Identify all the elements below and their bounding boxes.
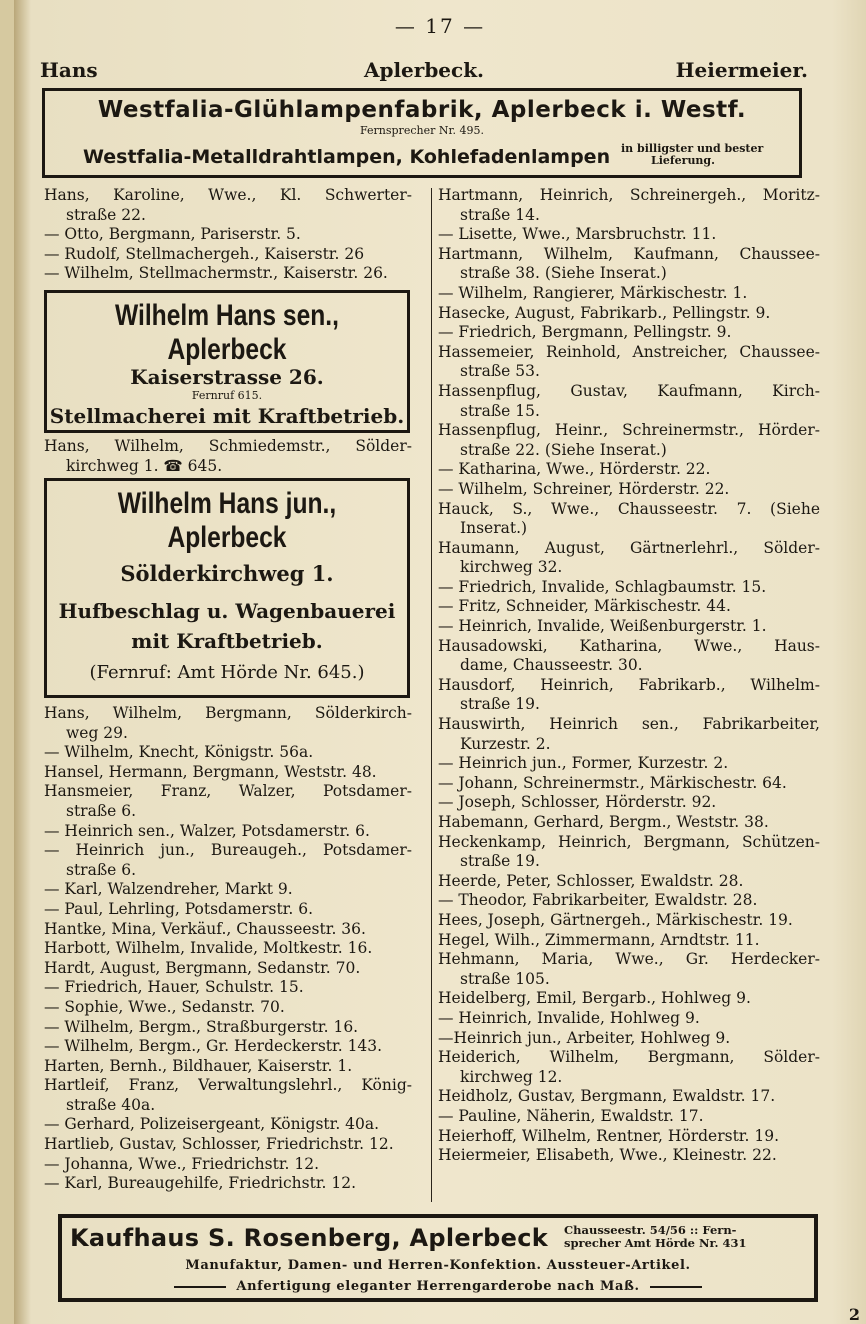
directory-entry-line: straße 105. bbox=[460, 969, 550, 988]
directory-entry-line: — Heinrich jun., Former, Kurzestr. 2. bbox=[438, 754, 729, 773]
directory-entry-line: Hassemeier, Reinhold, Anstreicher, Chaussee- bbox=[438, 342, 820, 361]
page-number: — 17 — bbox=[394, 14, 486, 38]
directory-entry-line: Hassenpflug, Gustav, Kaufmann, Kirch- bbox=[438, 381, 820, 400]
directory-entry-line: Hartleif, Franz, Verwaltungslehrl., König- bbox=[44, 1076, 412, 1095]
directory-entry-line: — Fritz, Schneider, Märkischestr. 44. bbox=[438, 597, 731, 616]
directory-entry-line: —Heinrich jun., Arbeiter, Hohlweg 9. bbox=[438, 1028, 731, 1047]
ad-rosenberg-address-1: Chausseestr. 54/56 :: Fern- bbox=[564, 1223, 737, 1237]
ad-westfalia-products: Westfalia-Metalldrahtlampen, Kohlefadenlampen bbox=[83, 146, 611, 168]
directory-entry-line: Heidholz, Gustav, Bergmann, Ewaldstr. 17. bbox=[438, 1087, 776, 1106]
directory-entry-line: — Friedrich, Hauer, Schulstr. 15. bbox=[44, 978, 304, 997]
directory-entry-line: straße 40a. bbox=[66, 1095, 156, 1114]
ad-westfalia-note-1: in billigster und bester bbox=[621, 142, 764, 155]
directory-entry-line: Hartmann, Wilhelm, Kaufmann, Chaussee- bbox=[438, 244, 820, 263]
directory-entry-line: Hartlieb, Gustav, Schlosser, Friedrichstr. 12. bbox=[44, 1135, 394, 1154]
left-column-c bbox=[44, 704, 412, 1194]
right-column bbox=[438, 186, 820, 1166]
column-divider bbox=[431, 188, 432, 1202]
directory-entry-line: straße 22. (Siehe Inserat.) bbox=[460, 440, 667, 459]
ad-westfalia-phone: Fernsprecher Nr. 495. bbox=[359, 124, 484, 137]
directory-entry-line: straße 15. bbox=[460, 401, 540, 420]
directory-entry-line: kirchweg 32. bbox=[460, 558, 563, 577]
directory-entry-line: Heerde, Peter, Schlosser, Ewaldstr. 28. bbox=[438, 871, 744, 890]
directory-entry-line: Hans, Karoline, Wwe., Kl. Schwerter- bbox=[44, 186, 412, 204]
directory-entry-line: Hassenpflug, Heinr., Schreinermstr., Hörder- bbox=[438, 421, 820, 440]
directory-entry-line: — Karl, Bureaugehilfe, Friedrichstr. 12. bbox=[44, 1174, 357, 1193]
directory-entry-line: straße 38. (Siehe Inserat.) bbox=[460, 264, 667, 283]
ad-hans-jun-trade-1: Hufbeschlag u. Wagenbauerei bbox=[58, 599, 396, 623]
directory-page bbox=[14, 0, 866, 1324]
directory-entry-line: dame, Chausseestr. 30. bbox=[460, 656, 643, 675]
directory-entry-line: straße 14. bbox=[460, 205, 540, 224]
ad-westfalia bbox=[42, 88, 802, 178]
ad-westfalia-note bbox=[621, 143, 763, 167]
ad-rosenberg-name: Kaufhaus S. Rosenberg, Aplerbeck bbox=[70, 1224, 548, 1252]
directory-entry-line: Hans, Wilhelm, Bergmann, Sölderkirch- bbox=[44, 704, 412, 722]
ad-hans-sen-phone: Fernruf 615. bbox=[191, 389, 263, 402]
directory-entry-line: Haumann, August, Gärtnerlehrl., Sölder- bbox=[438, 538, 820, 557]
corner-mark: 2 bbox=[848, 1305, 860, 1324]
directory-entry-line: kirchweg 12. bbox=[460, 1067, 563, 1086]
directory-entry-line: — Wilhelm, Bergm., Gr. Herdeckerstr. 143. bbox=[44, 1037, 383, 1056]
directory-entry-line: — Karl, Walzendreher, Markt 9. bbox=[44, 880, 293, 899]
directory-entry-line: — Katharina, Wwe., Hörderstr. 22. bbox=[438, 460, 711, 479]
directory-entry-line: straße 53. bbox=[460, 362, 540, 381]
directory-entry-line: — Johann, Schreinermstr., Märkischestr. 64. bbox=[438, 773, 787, 792]
directory-entry-line: Habemann, Gerhard, Bergm., Weststr. 38. bbox=[438, 813, 769, 831]
directory-entry-line: Inserat.) bbox=[460, 519, 528, 538]
directory-entry-line: straße 19. bbox=[460, 695, 540, 714]
running-head-center: Aplerbeck. bbox=[363, 58, 485, 82]
directory-entry-line: kirchweg 1. ☎ 645. bbox=[66, 456, 223, 475]
ad-westfalia-note-2: Lieferung. bbox=[651, 154, 715, 167]
running-head-left: Hans bbox=[40, 58, 98, 82]
ad-hans-jun bbox=[44, 478, 410, 698]
ad-rosenberg-tailoring: Anfertigung eleganter Herrengarderobe nach Maß. bbox=[236, 1279, 640, 1294]
rule-left bbox=[174, 1286, 226, 1288]
directory-entry-line: — Wilhelm, Knecht, Königstr. 56a. bbox=[44, 743, 314, 762]
directory-entry-line: — Heinrich, Invalide, Weißenburgerstr. 1. bbox=[438, 617, 767, 636]
ad-hans-jun-trade bbox=[47, 596, 407, 656]
ad-hans-jun-phone: (Fernruf: Amt Hörde Nr. 645.) bbox=[89, 662, 365, 683]
directory-entry-line: Heierhoff, Wilhelm, Rentner, Hörderstr. 19. bbox=[438, 1126, 780, 1145]
directory-entry-line: Hauswirth, Heinrich sen., Fabrikarbeiter, bbox=[438, 715, 820, 734]
ad-rosenberg bbox=[58, 1214, 818, 1302]
directory-entry-line: — Theodor, Fabrikarbeiter, Ewaldstr. 28. bbox=[438, 891, 758, 910]
directory-entry-line: — Pauline, Näherin, Ewaldstr. 17. bbox=[438, 1106, 704, 1125]
directory-entry-line: Hehmann, Maria, Wwe., Gr. Herdecker- bbox=[438, 950, 820, 969]
directory-entry-line: Hausdorf, Heinrich, Fabrikarb., Wilhelm- bbox=[438, 675, 820, 694]
directory-entry-line: Hegel, Wilh., Zimmermann, Arndtstr. 11. bbox=[438, 930, 760, 949]
directory-entry-line: — Gerhard, Polizeisergeant, Königstr. 40a. bbox=[44, 1115, 380, 1134]
ad-hans-sen-street: Kaiserstrasse 26. bbox=[130, 365, 324, 389]
directory-entry-line: straße 6. bbox=[66, 801, 137, 820]
ad-hans-sen-name: Wilhelm Hans sen., Aplerbeck bbox=[115, 299, 339, 366]
directory-entry-line: straße 6. bbox=[66, 860, 137, 879]
directory-entry-line: Hantke, Mina, Verkäuf., Chausseestr. 36. bbox=[44, 919, 366, 938]
left-column-a bbox=[44, 186, 412, 284]
directory-entry-line: Kurzestr. 2. bbox=[460, 734, 551, 753]
directory-entry-line: — Wilhelm, Rangierer, Märkischestr. 1. bbox=[438, 283, 748, 302]
directory-entry-line: — Otto, Bergmann, Pariserstr. 5. bbox=[44, 225, 301, 244]
directory-entry-line: Heiermeier, Elisabeth, Wwe., Kleinestr. 22. bbox=[438, 1146, 777, 1165]
directory-entry-line: weg 29. bbox=[66, 723, 128, 742]
directory-entry-line: — Paul, Lehrling, Potsdamerstr. 6. bbox=[44, 899, 314, 918]
ad-hans-jun-trade-2: mit Kraftbetrieb. bbox=[131, 629, 323, 653]
directory-entry-line: Harbott, Wilhelm, Invalide, Moltkestr. 16. bbox=[44, 939, 373, 958]
directory-entry-line: straße 22. bbox=[66, 205, 146, 224]
directory-entry-line: — Sophie, Wwe., Sedanstr. 70. bbox=[44, 997, 285, 1016]
directory-entry-line: Heckenkamp, Heinrich, Bergmann, Schützen- bbox=[438, 832, 820, 851]
ad-hans-sen-trade: Stellmacherei mit Kraftbetrieb. bbox=[49, 404, 405, 428]
directory-entry-line: Heiderich, Wilhelm, Bergmann, Sölder- bbox=[438, 1048, 820, 1067]
directory-entry-line: Hartmann, Heinrich, Schreinergeh., Moritz- bbox=[438, 186, 820, 204]
directory-entry-line: Hansel, Hermann, Bergmann, Weststr. 48. bbox=[44, 762, 377, 781]
ad-hans-jun-street: Sölderkirchweg 1. bbox=[120, 561, 334, 586]
directory-entry-line: — Wilhelm, Bergm., Straßburgerstr. 16. bbox=[44, 1017, 359, 1036]
left-column-b bbox=[44, 437, 412, 476]
directory-entry-line: Hees, Joseph, Gärtnergeh., Märkischestr. 19. bbox=[438, 910, 793, 929]
ad-rosenberg-address-2: sprecher Amt Hörde Nr. 431 bbox=[564, 1236, 747, 1250]
directory-entry-line: — Heinrich, Invalide, Hohlweg 9. bbox=[438, 1008, 700, 1027]
ad-hans-jun-name: Wilhelm Hans jun., Aplerbeck bbox=[117, 487, 337, 554]
directory-entry-line: Hardt, August, Bergmann, Sedanstr. 70. bbox=[44, 958, 361, 977]
directory-entry-line: Hauck, S., Wwe., Chausseestr. 7. (Siehe bbox=[438, 499, 820, 518]
running-head-right: Heiermeier. bbox=[675, 58, 808, 82]
rule-right bbox=[650, 1286, 702, 1288]
ad-hans-sen bbox=[44, 290, 410, 433]
directory-entry-line: — Wilhelm, Schreiner, Hörderstr. 22. bbox=[438, 479, 730, 498]
directory-entry-line: — Rudolf, Stellmachergeh., Kaiserstr. 26 bbox=[44, 244, 365, 263]
ad-rosenberg-address bbox=[564, 1224, 747, 1250]
directory-entry-line: Hans, Wilhelm, Schmiedemstr., Sölder- bbox=[44, 437, 412, 455]
directory-entry-line: Hansmeier, Franz, Walzer, Potsdamer- bbox=[44, 782, 412, 801]
directory-entry-line: Hausadowski, Katharina, Wwe., Haus- bbox=[438, 636, 820, 655]
directory-entry-line: Heidelberg, Emil, Bergarb., Hohlweg 9. bbox=[438, 989, 751, 1008]
directory-entry-line: — Friedrich, Invalide, Schlagbaumstr. 15. bbox=[438, 577, 767, 596]
ad-rosenberg-goods: Manufaktur, Damen- und Herren-Konfektion. Aussteuer-Artikel. bbox=[185, 1258, 691, 1273]
ad-rosenberg-tailoring-row bbox=[62, 1279, 814, 1294]
directory-entry-line: — Heinrich jun., Bureaugeh., Potsdamer- bbox=[44, 841, 412, 860]
ad-westfalia-title: Westfalia-Glühlampenfabrik, Aplerbeck i. Westf. bbox=[97, 97, 747, 123]
directory-entry-line: straße 19. bbox=[460, 852, 540, 871]
directory-entry-line: Hasecke, August, Fabrikarb., Pellingstr. 9. bbox=[438, 303, 771, 322]
directory-entry-line: — Wilhelm, Stellmachermstr., Kaiserstr. 26. bbox=[44, 264, 388, 283]
directory-entry-line: — Joseph, Schlosser, Hörderstr. 92. bbox=[438, 793, 717, 812]
directory-entry-line: — Lisette, Wwe., Marsbruchstr. 11. bbox=[438, 225, 717, 244]
running-head bbox=[40, 58, 808, 88]
directory-entry-line: Harten, Bernh., Bildhauer, Kaiserstr. 1. bbox=[44, 1056, 353, 1075]
directory-entry-line: — Friedrich, Bergmann, Pellingstr. 9. bbox=[438, 323, 732, 342]
directory-entry-line: — Johanna, Wwe., Friedrichstr. 12. bbox=[44, 1154, 320, 1173]
directory-entry-line: — Heinrich sen., Walzer, Potsdamerstr. 6. bbox=[44, 821, 370, 840]
